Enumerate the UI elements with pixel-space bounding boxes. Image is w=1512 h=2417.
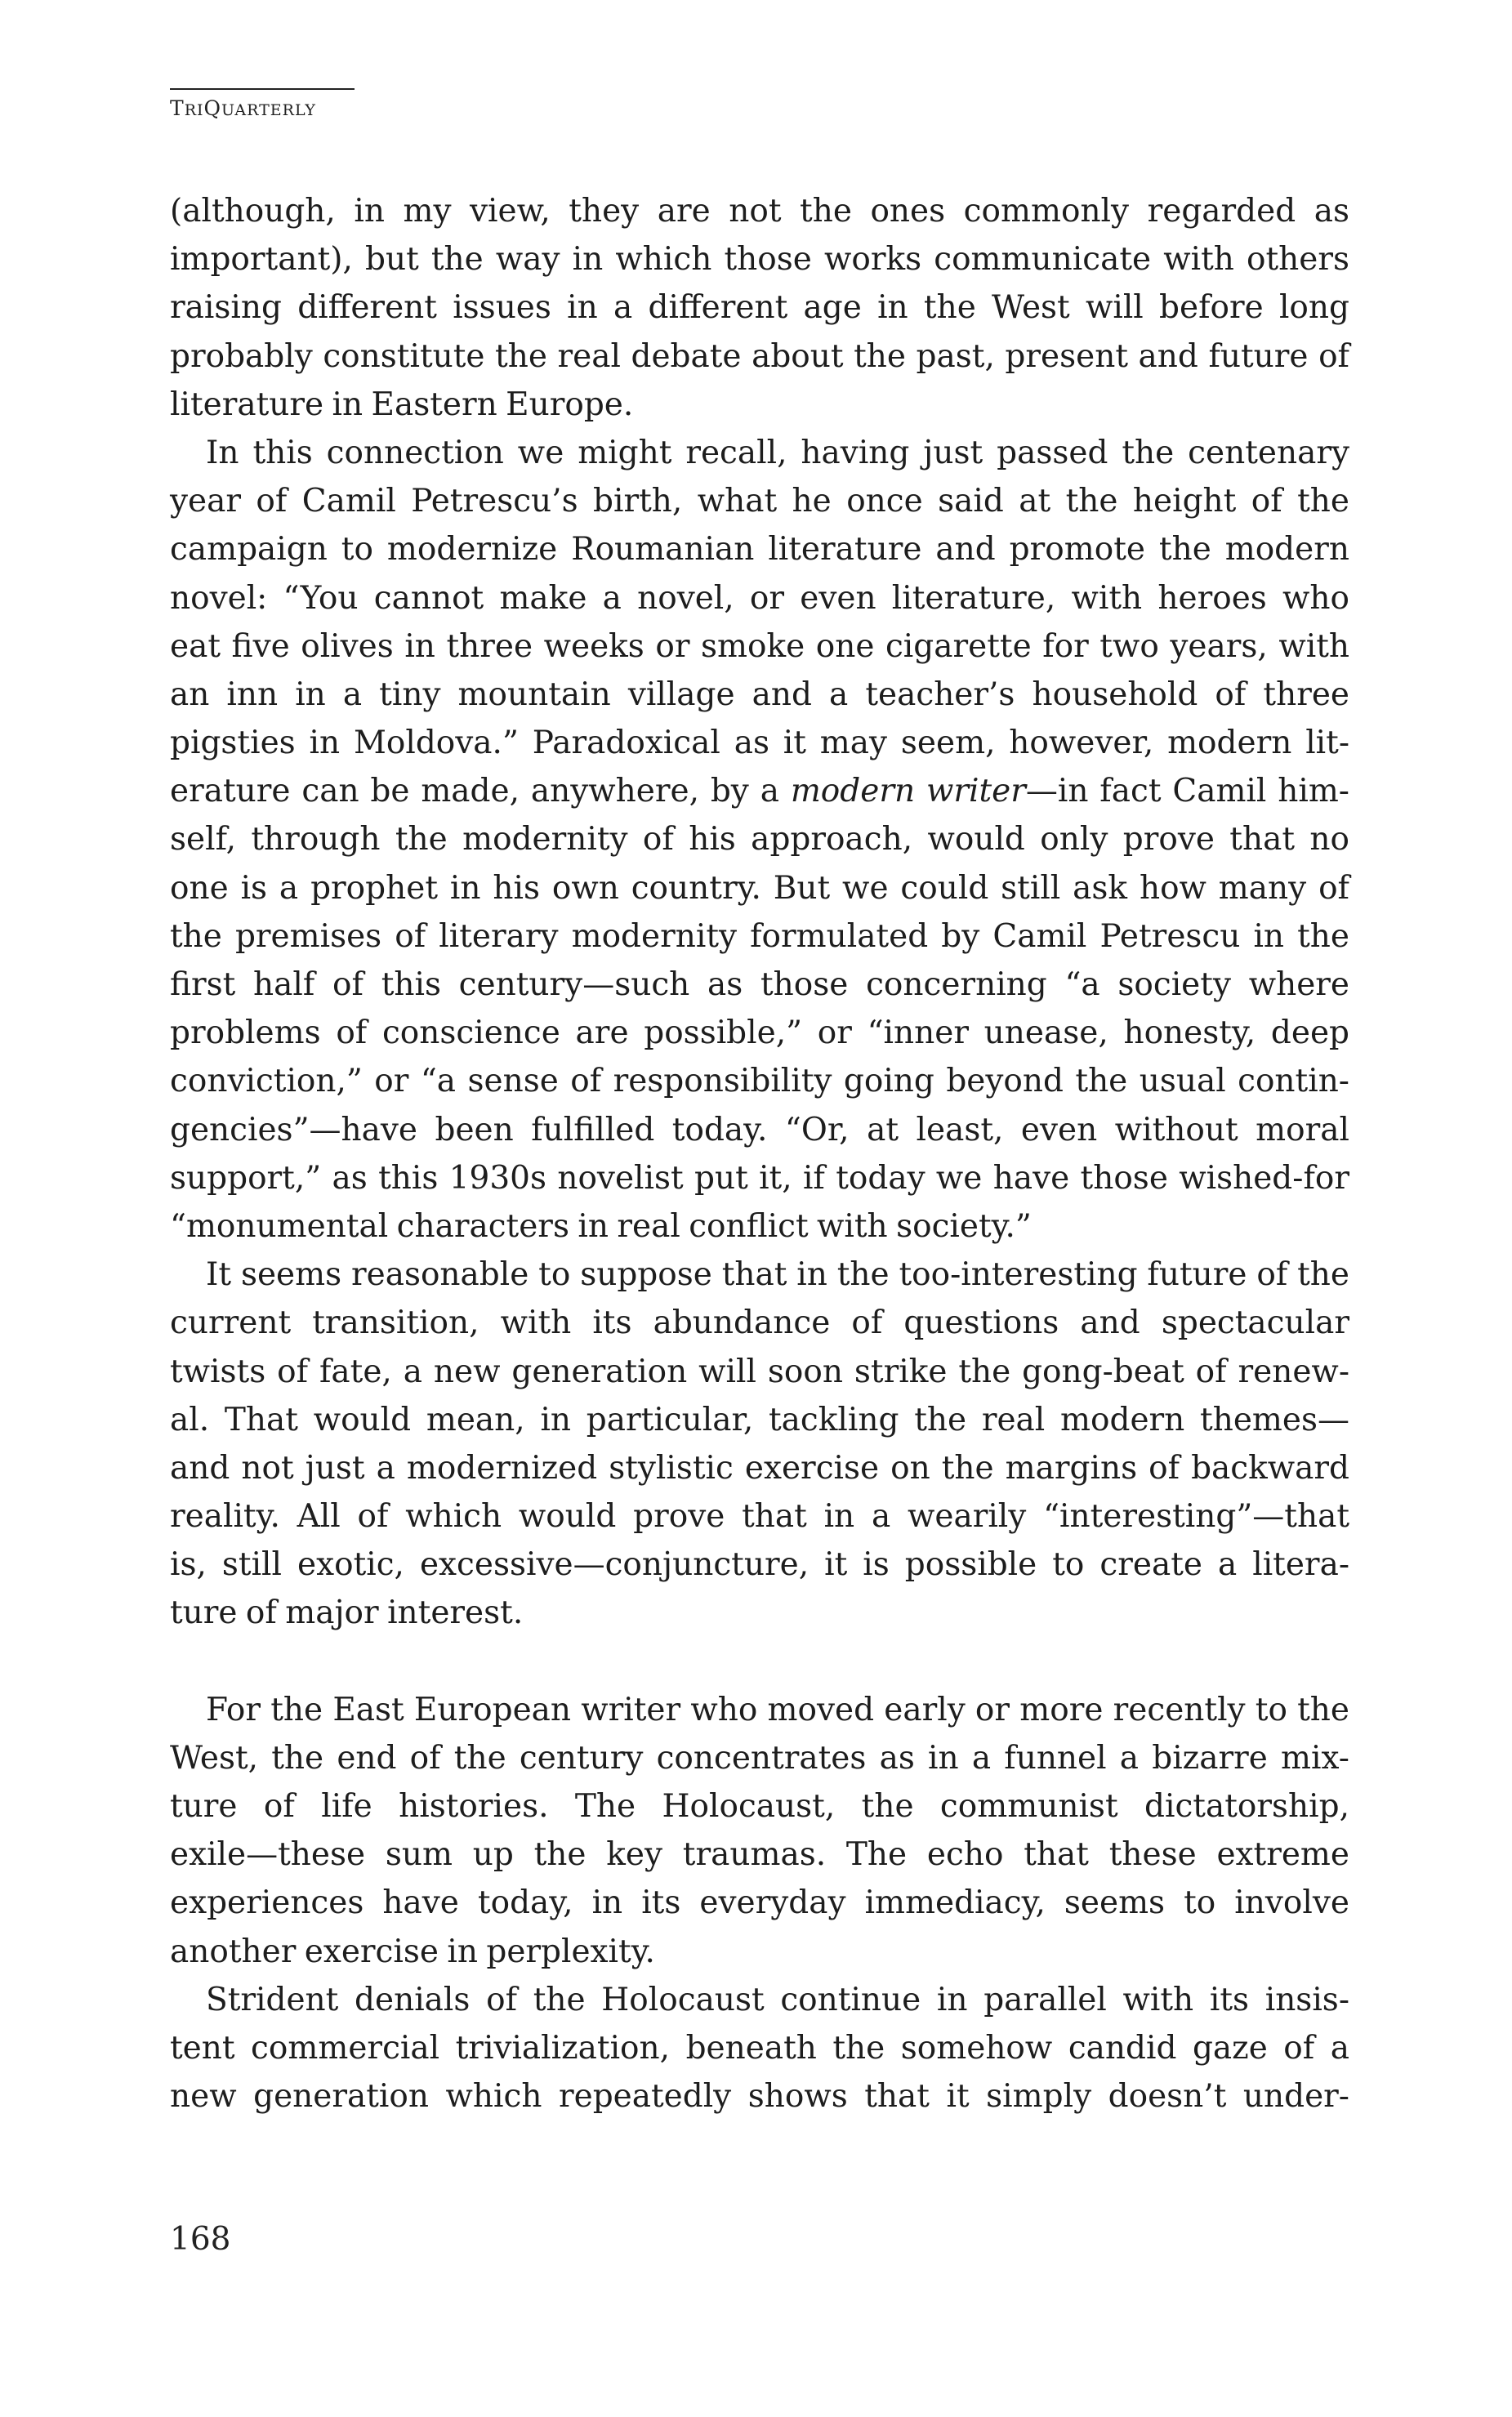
text-line: (although, in my view, they are not the ones commonly regarded as <box>170 193 1349 230</box>
text-line: erature can be made, anywhere, by a modern writer—in fact Camil him- <box>170 773 1349 810</box>
text-line: year of Camil Petrescu’s birth, what he once said at the height of the <box>170 483 1349 520</box>
text-line: experiences have today, in its everyday immediacy, seems to involve <box>170 1884 1349 1922</box>
text-line: eat five olives in three weeks or smoke one cigarette for two years, with <box>170 627 1349 665</box>
body-text <box>170 187 1349 2120</box>
text-line: pigsties in Moldova.” Paradoxical as it may seem, however, modern lit- <box>170 725 1349 762</box>
running-head: TRIQUARTERLY <box>170 96 316 120</box>
text-line: West, the end of the century concentrates as in a funnel a bizarre mix- <box>170 1739 1349 1777</box>
header-rule <box>170 88 355 90</box>
text-line: conviction,” or “a sense of responsibility going beyond the usual contin- <box>170 1063 1349 1100</box>
text-line: In this connection we might recall, having just passed the centenary <box>206 434 1349 471</box>
text-line: first half of this century—such as those concerning “a society where <box>170 966 1349 1003</box>
text-line: self, through the modernity of his approach, would only prove that no <box>170 821 1349 858</box>
text-line: new generation which repeatedly shows that it simply doesn’t under- <box>170 2078 1349 2116</box>
text-line: campaign to modernize Roumanian literature and promote the modern <box>170 531 1349 569</box>
text-line: an inn in a tiny mountain village and a teacher’s household of three <box>170 676 1349 713</box>
text-line: gencies”—have been fulfilled today. “Or, at least, even without moral <box>170 1111 1349 1148</box>
text-line: raising different issues in a different age in the West will before long <box>170 289 1349 327</box>
text-line: exile—these sum up the key traumas. The echo that these extreme <box>170 1836 1349 1874</box>
text-line: literature in Eastern Europe. <box>170 386 634 423</box>
text-line: problems of conscience are possible,” or “inner unease, honesty, deep <box>170 1015 1349 1052</box>
text-line: current transition, with its abundance of questions and spectacular <box>170 1304 1349 1342</box>
text-line: support,” as this 1930s novelist put it, if today we have those wished-for <box>170 1159 1349 1197</box>
text-line: ture of life histories. The Holocaust, the communist dictatorship, <box>170 1788 1349 1825</box>
text-line: is, still exotic, excessive—conjuncture, it is possible to create a litera- <box>170 1546 1349 1584</box>
text-line: the premises of literary modernity formulated by Camil Petrescu in the <box>170 917 1349 955</box>
text-line: one is a prophet in his own country. But we could still ask how many of <box>170 869 1349 907</box>
text-line: It seems reasonable to suppose that in the too-interesting future of the <box>206 1256 1349 1294</box>
text-line: and not just a modernized stylistic exercise on the margins of backward <box>170 1449 1349 1487</box>
text-line: al. That would mean, in particular, tackling the real modern themes— <box>170 1401 1349 1438</box>
text-line: For the East European writer who moved early or more recently to the <box>206 1691 1349 1728</box>
text-line: another exercise in perplexity. <box>170 1933 655 1970</box>
text-line: important), but the way in which those works communicate with others <box>170 241 1349 279</box>
page-number: 168 <box>170 2221 231 2258</box>
text-line: ture of major interest. <box>170 1594 524 1632</box>
text-line: twists of fate, a new generation will soon strike the gong-beat of renew- <box>170 1353 1349 1390</box>
text-line: novel: “You cannot make a novel, or even literature, with heroes who <box>170 579 1349 617</box>
text-line: reality. All of which would prove that in a wearily “interesting”—that <box>170 1498 1349 1536</box>
text-line: tent commercial trivialization, beneath the somehow candid gaze of a <box>170 2029 1349 2067</box>
text-line: Strident denials of the Holocaust continue in parallel with its insis- <box>206 1981 1349 2018</box>
text-line: probably constitute the real debate about the past, present and future of <box>170 337 1349 375</box>
text-line: “monumental characters in real conflict with society.” <box>170 1207 1032 1245</box>
